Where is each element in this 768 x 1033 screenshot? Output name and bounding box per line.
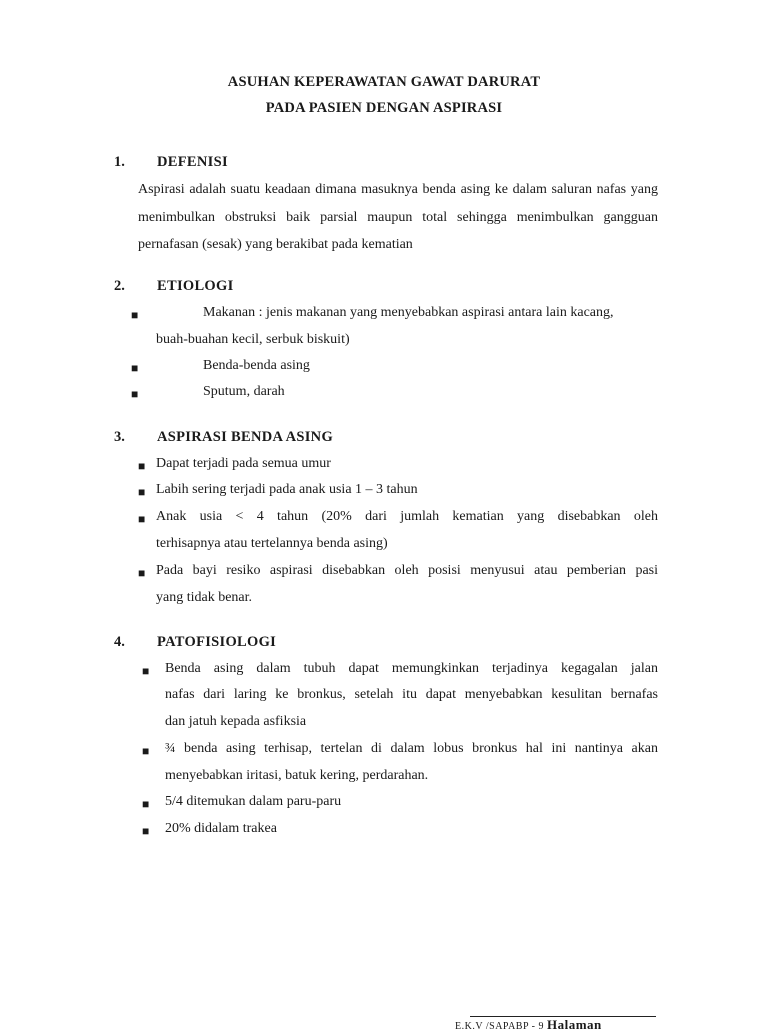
- section-1-paragraph: Aspirasi adalah suatu keadaan dimana masuknya benda asing ke dalam saluran nafas yang menimbulkan obstruksi baik parsial maupun total sehingga menimbulkan gangguan pernafasan (sesak) yang berakibat pada kematian: [138, 182, 658, 252]
- aspirasi-item-3-line-1: Anak usia < 4 tahun (20% dari jumlah kematian yang disebabkan oleh: [156, 509, 658, 524]
- section-3-number: 3.: [114, 429, 125, 445]
- section-1-heading: DEFENISI: [157, 154, 228, 170]
- bullet-icon: ■: [138, 566, 146, 580]
- aspirasi-item-3-line-2: terhisapnya atau tertelannya benda asing): [156, 536, 388, 551]
- bullet-icon: ■: [138, 459, 146, 473]
- etiologi-item-2: Benda-benda asing: [203, 358, 310, 373]
- footer-page-label: Halaman: [547, 1017, 602, 1032]
- patofisiologi-item-2-line-2: menyebabkan iritasi, batuk kering, perdarahan.: [165, 768, 429, 783]
- bullet-icon: ■: [142, 824, 150, 838]
- aspirasi-item-4-line-1: Pada bayi resiko aspirasi disebabkan oleh posisi menyusui atau pemberian pasi: [156, 563, 658, 578]
- section-2-heading: ETIOLOGI: [157, 278, 234, 294]
- section-4-heading: PATOFISIOLOGI: [157, 634, 277, 650]
- footer-left-text: E.K.V /SAPABP - 9: [455, 1021, 544, 1032]
- section-4-number: 4.: [114, 634, 125, 650]
- patofisiologi-item-1-line-2: nafas dari laring ke bronkus, setelah itu dapat menyebabkan kesulitan bernafas: [165, 687, 658, 702]
- patofisiologi-item-1-line-1: Benda asing dalam tubuh dapat memungkinkan terjadinya kegagalan jalan: [165, 661, 658, 676]
- aspirasi-item-1: Dapat terjadi pada semua umur: [156, 456, 331, 471]
- bullet-icon: ■: [138, 512, 146, 526]
- patofisiologi-item-2-line-1: ¾ benda asing terhisap, tertelan di dalam lobus bronkus hal ini nantinya akan: [165, 741, 658, 756]
- patofisiologi-item-1-line-3: dan jatuh kepada asfiksia: [165, 714, 307, 729]
- bullet-icon: ■: [142, 797, 150, 811]
- section-2-number: 2.: [114, 278, 125, 294]
- patofisiologi-item-3: 5/4 ditemukan dalam paru-paru: [165, 794, 342, 809]
- etiologi-item-1-line-1: Makanan : jenis makanan yang menyebabkan aspirasi antara lain kacang,: [203, 305, 614, 320]
- bullet-icon: ■: [131, 387, 139, 401]
- aspirasi-item-2: Labih sering terjadi pada anak usia 1 – 3 tahun: [156, 482, 418, 497]
- patofisiologi-item-4: 20% didalam trakea: [165, 821, 277, 836]
- section-3-heading: ASPIRASI BENDA ASING: [157, 429, 334, 445]
- document-title-line-2: PADA PASIEN DENGAN ASPIRASI: [265, 100, 503, 116]
- etiologi-item-1-line-2: buah-buahan kecil, serbuk biskuit): [156, 332, 350, 347]
- bullet-icon: ■: [138, 485, 146, 499]
- footer: [455, 1017, 602, 1033]
- bullet-icon: ■: [131, 308, 139, 322]
- bullet-icon: ■: [142, 744, 150, 758]
- aspirasi-item-4-line-2: yang tidak benar.: [156, 590, 253, 605]
- etiologi-item-3: Sputum, darah: [203, 384, 285, 399]
- section-1-number: 1.: [114, 154, 125, 170]
- bullet-icon: ■: [131, 361, 139, 375]
- document-title-line-1: ASUHAN KEPERAWATAN GAWAT DARURAT: [227, 74, 541, 90]
- bullet-icon: ■: [142, 664, 150, 678]
